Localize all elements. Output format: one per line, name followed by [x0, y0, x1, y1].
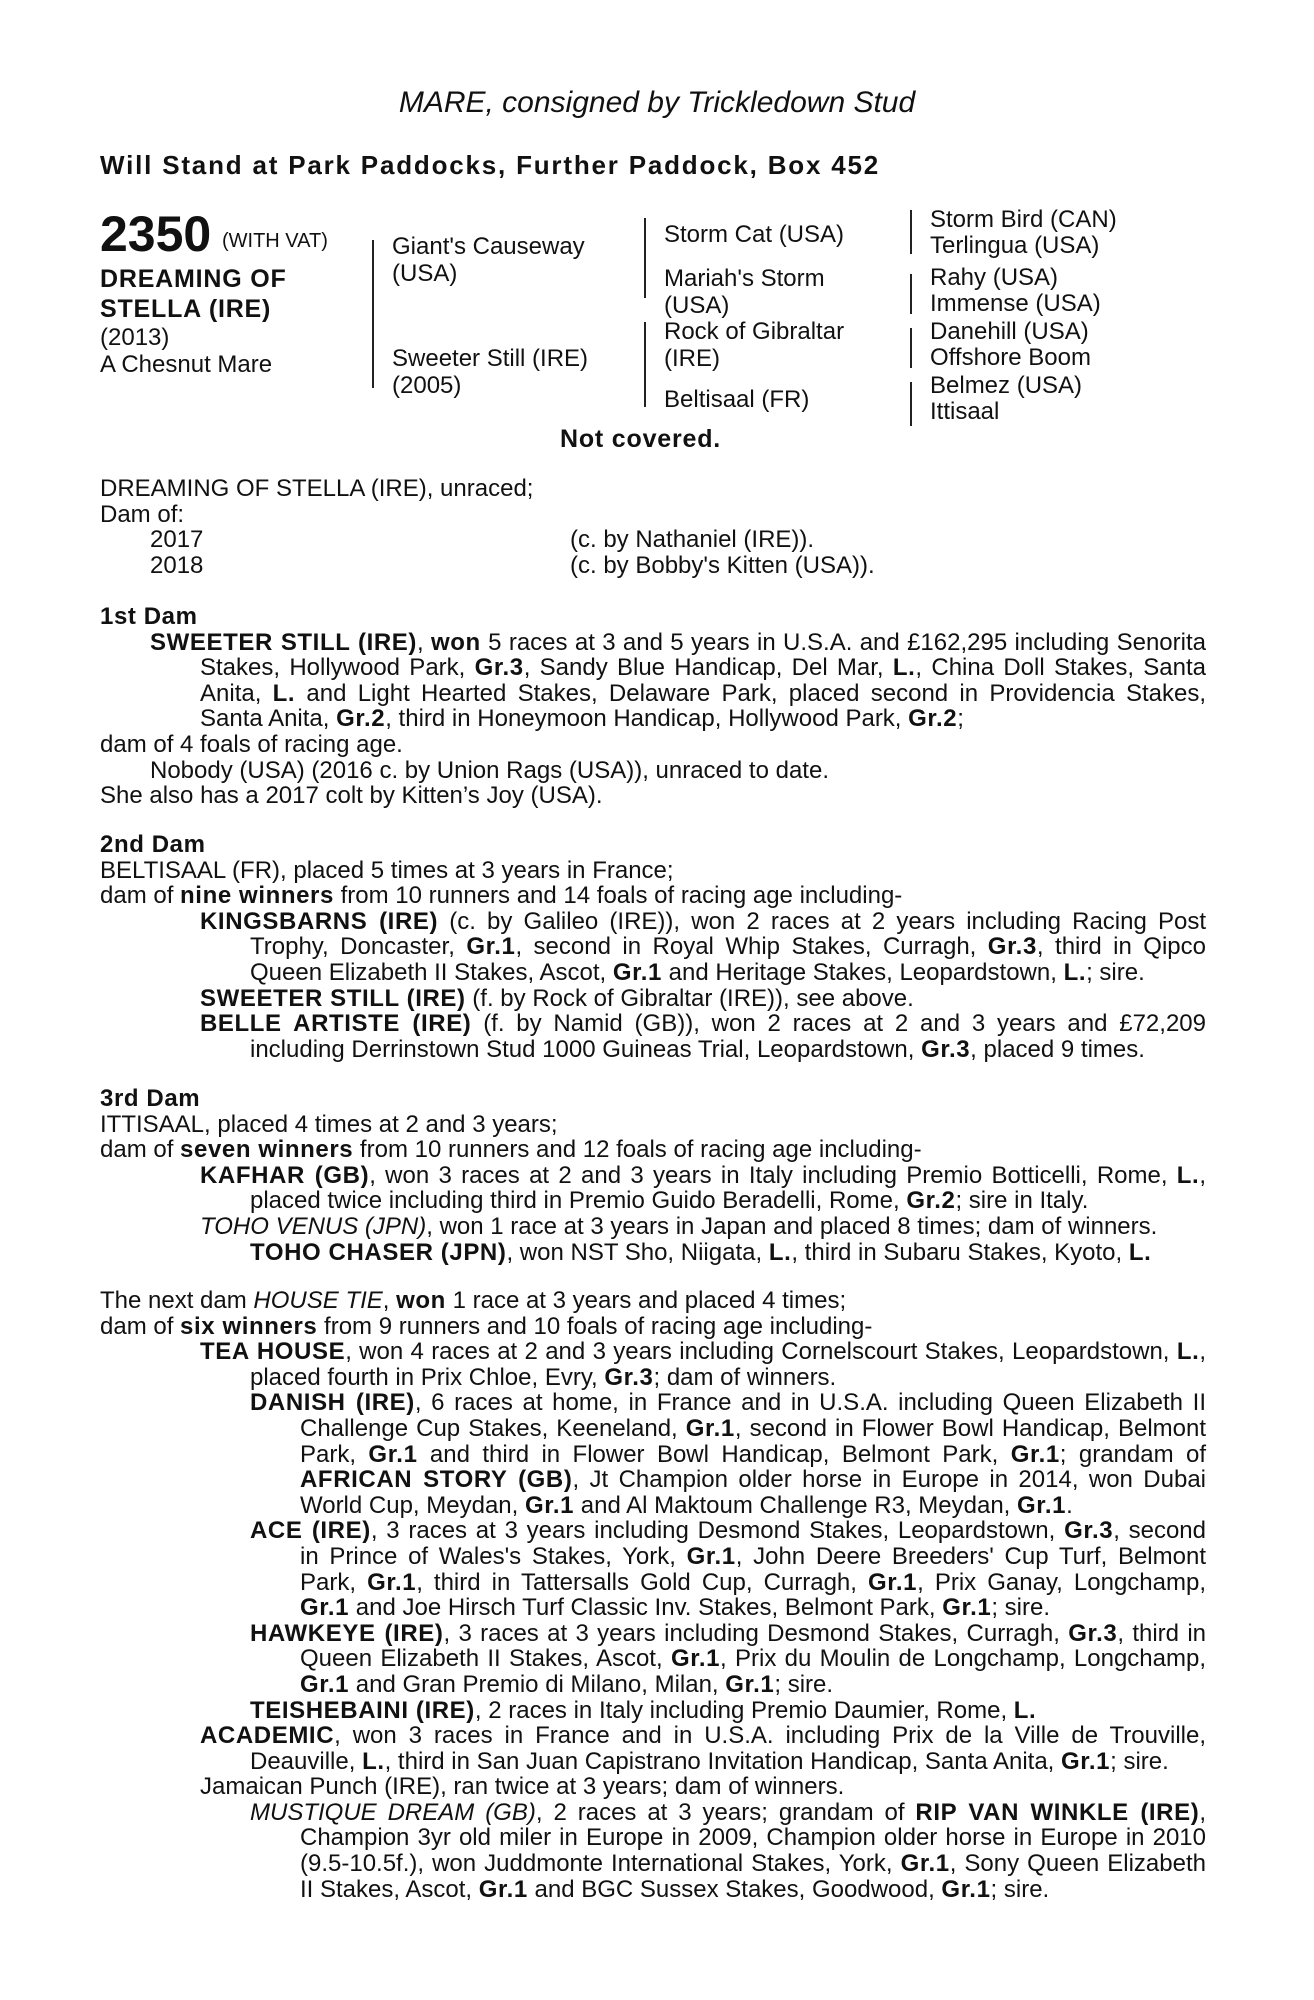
pedigree-g8: Ittisaal	[930, 398, 1000, 425]
produce-intro: DREAMING OF STELLA (IRE), unraced;	[100, 475, 534, 502]
lot-number: 2350	[100, 206, 212, 262]
foaling-year: (2013)	[100, 324, 170, 351]
horse-description: A Chesnut Mare	[100, 351, 273, 378]
sire-name: Giant's Causeway	[392, 233, 585, 260]
pedigree-g5: Danehill (USA)	[930, 318, 1089, 345]
vat-note: (WITH VAT)	[222, 230, 328, 252]
pedigree-brace-g3	[910, 328, 912, 368]
pedigree-g2: Terlingua (USA)	[930, 232, 1100, 259]
first-dam-record: SWEETER STILL (IRE), won 5 races at 3 and 5 years in U.S.A. and £162,295 including Senorita Stakes, Hollywood Park, Gr.3, Sandy Blue Handicap, Del Mar, L., China Doll Stakes, Santa Anita, L. and Light Hearted Stakes, Delaware Park, placed second in Providencia Stakes, Santa Anita, Gr.2, third in Honeymoon Handicap, Hollywood Park, Gr.2;	[150, 628, 1206, 733]
dam-of-label: Dam of:	[100, 500, 185, 528]
progeny-academic: ACADEMIC, won 3 races in France and in U.S.A. including Prix de la Ville de Trouville, Deauville, L., third in San Juan Capistrano Invitation Handicap, Santa Anita, Gr.1; sire.	[200, 1722, 1206, 1775]
sire-dam-name: Mariah's Storm	[664, 265, 825, 292]
sire-dam-origin: (USA)	[664, 292, 730, 319]
pedigree-brace-g1	[910, 210, 912, 254]
first-dam-progeny: Nobody (USA) (2016 c. by Union Rags (USA)), unraced to date.	[150, 756, 829, 784]
produce-row-2018	[100, 553, 1206, 579]
second-dam-intro: BELTISAAL (FR), placed 5 times at 3 years in France;	[100, 856, 674, 884]
third-dam-summary: dam of seven winners from 10 runners and 12 foals of racing age including-	[100, 1136, 922, 1164]
sire-sire: Storm Cat (USA)	[664, 221, 845, 248]
stand-location: Will Stand at Park Paddocks, Further Paddock, Box 452	[100, 150, 881, 180]
second-dam-summary: dam of nine winners from 10 runners and 14 foals of racing age including-	[100, 882, 903, 910]
third-dam-section	[100, 1086, 1206, 1265]
sire-dam	[664, 265, 825, 319]
pedigree-g3: Rahy (USA)	[930, 264, 1059, 291]
dam-year: (2005)	[392, 372, 462, 399]
progeny-jamaican-punch: Jamaican Punch (IRE), ran twice at 3 years; dam of winners.	[200, 1773, 845, 1801]
next-dam-section	[100, 1288, 1206, 1902]
first-dam-section	[100, 604, 1206, 809]
third-dam-intro: ITTISAAL, placed 4 times at 2 and 3 years;	[100, 1110, 558, 1138]
pedigree-brace-g2	[910, 274, 912, 314]
produce-row-2017	[100, 527, 1206, 553]
pedigree-brace-g4	[910, 382, 912, 426]
dam-dam: Beltisaal (FR)	[664, 386, 810, 413]
dam-sire-origin: (IRE)	[664, 345, 720, 372]
sire	[392, 233, 585, 287]
progeny-belle-artiste: BELLE ARTISTE (IRE) (f. by Namid (GB)), won 2 races at 2 and 3 years and £72,209 including Derrinstown Stud 1000 Guineas Trial, Leopardstown, Gr.3, placed 9 times.	[200, 1010, 1206, 1063]
progeny-hawkeye: HAWKEYE (IRE), 3 races at 3 years including Desmond Stakes, Curragh, Gr.3, third in Queen Elizabeth II Stakes, Ascot, Gr.1, Prix du Moulin de Longchamp, Longchamp, Gr.1 and Gran Premio di Milano, Milan, Gr.1; sire.	[250, 1619, 1207, 1698]
produce-detail: (c. by Nathaniel (IRE)).	[570, 526, 815, 554]
sire-origin: (USA)	[392, 260, 458, 287]
progeny-toho-venus: TOHO VENUS (JPN), won 1 race at 3 years in Japan and placed 8 times; dam of winners.	[200, 1212, 1158, 1240]
pedigree-g7: Belmez (USA)	[930, 372, 1083, 399]
progeny-sweeter-still: SWEETER STILL (IRE) (f. by Rock of Gibraltar (IRE)), see above.	[200, 984, 914, 1012]
first-dam-heading: 1st Dam	[100, 603, 198, 630]
horse-name	[100, 264, 287, 324]
progeny-kingsbarns: KINGSBARNS (IRE) (c. by Galileo (IRE)), won 2 races at 2 years including Racing Post Trophy, Doncaster, Gr.1, second in Royal Whip Stakes, Curragh, Gr.3, third in Qipco Queen Elizabeth II Stakes, Ascot, Gr.1 and Heritage Stakes, Leopardstown, L.; sire.	[200, 907, 1206, 986]
produce-year: 2017	[150, 526, 204, 554]
pedigree-g1: Storm Bird (CAN)	[930, 206, 1117, 233]
pedigree-g4: Immense (USA)	[930, 290, 1101, 317]
pedigree-g6: Offshore Boom	[930, 344, 1091, 371]
first-dam-colt: She also has a 2017 colt by Kitten’s Joy (USA).	[100, 782, 603, 810]
horse-name-line1: DREAMING OF	[100, 265, 287, 293]
dam	[392, 345, 588, 399]
progeny-mustique-dream: MUSTIQUE DREAM (GB), 2 races at 3 years; grandam of RIP VAN WINKLE (IRE), Champion 3yr old miler in Europe in 2009, Champion older horse in Europe in 2010 (9.5-10.5f.), won Juddmonte International Stakes, York, Gr.1, Sony Queen Elizabeth II Stakes, Ascot, Gr.1 and BGC Sussex Stakes, Goodwood, Gr.1; sire.	[250, 1798, 1206, 1903]
progeny-teishebaini: TEISHEBAINI (IRE), 2 races in Italy including Premio Daumier, Rome, L.	[250, 1696, 1037, 1724]
second-dam-section	[100, 832, 1206, 1062]
horse-name-line2: STELLA (IRE)	[100, 295, 272, 323]
dam-sire-name: Rock of Gibraltar	[664, 318, 845, 345]
produce-detail: (c. by Bobby's Kitten (USA)).	[570, 551, 875, 579]
progeny-ace: ACE (IRE), 3 races at 3 years including Desmond Stakes, Leopardstown, Gr.3, second in Prince of Wales's Stakes, York, Gr.1, John Deere Breeders' Cup Turf, Belmont Park, Gr.1, third in Tattersalls Gold Cup, Curragh, Gr.1, Prix Ganay, Longchamp, Gr.1 and Joe Hirsch Turf Classic Inv. Stakes, Belmont Park, Gr.1; sire.	[250, 1517, 1207, 1622]
produce-year: 2018	[150, 551, 204, 579]
second-dam-heading: 2nd Dam	[100, 831, 206, 858]
progeny-tea-house: TEA HOUSE, won 4 races at 2 and 3 years including Cornelscourt Stakes, Leopardstown, L., placed fourth in Prix Chloe, Evry, Gr.3; dam of winners.	[200, 1338, 1207, 1391]
third-dam-heading: 3rd Dam	[100, 1085, 201, 1112]
first-dam-foals: dam of 4 foals of racing age.	[100, 730, 403, 758]
dam-name: Sweeter Still (IRE)	[392, 345, 589, 372]
produce-record	[100, 476, 1206, 578]
dam-sire	[664, 318, 844, 372]
progeny-danish: DANISH (IRE), 6 races at home, in France and in U.S.A. including Queen Elizabeth II Challenge Cup Stakes, Keeneland, Gr.1, second in Flower Bowl Handicap, Belmont Park, Gr.1 and third in Flower Bowl Handicap, Belmont Park, Gr.1; grandam of AFRICAN STORY (GB), Jt Champion older horse in Europe in 2014, won Dubai World Cup, Meydan, Gr.1 and Al Maktoum Challenge R3, Meydan, Gr.1.	[250, 1389, 1207, 1519]
next-dam-summary: dam of six winners from 9 runners and 10 foals of racing age including-	[100, 1312, 873, 1340]
pedigree-brace-sire	[644, 218, 646, 298]
next-dam-intro: The next dam HOUSE TIE, won 1 race at 3 years and placed 4 times;	[100, 1287, 847, 1314]
cover-status: Not covered.	[560, 425, 722, 453]
consignment-line: MARE, consigned by Trickledown Stud	[398, 86, 916, 119]
progeny-kafhar: KAFHAR (GB), won 3 races at 2 and 3 years in Italy including Premio Botticelli, Rome, L., placed twice including third in Premio Guido Beradelli, Rome, Gr.2; sire in Italy.	[200, 1161, 1206, 1215]
pedigree-brace-dam	[644, 322, 646, 407]
progeny-toho-chaser: TOHO CHASER (JPN), won NST Sho, Niigata, L., third in Subaru Stakes, Kyoto, L.	[250, 1238, 1152, 1266]
pedigree-brace-main	[372, 240, 374, 388]
